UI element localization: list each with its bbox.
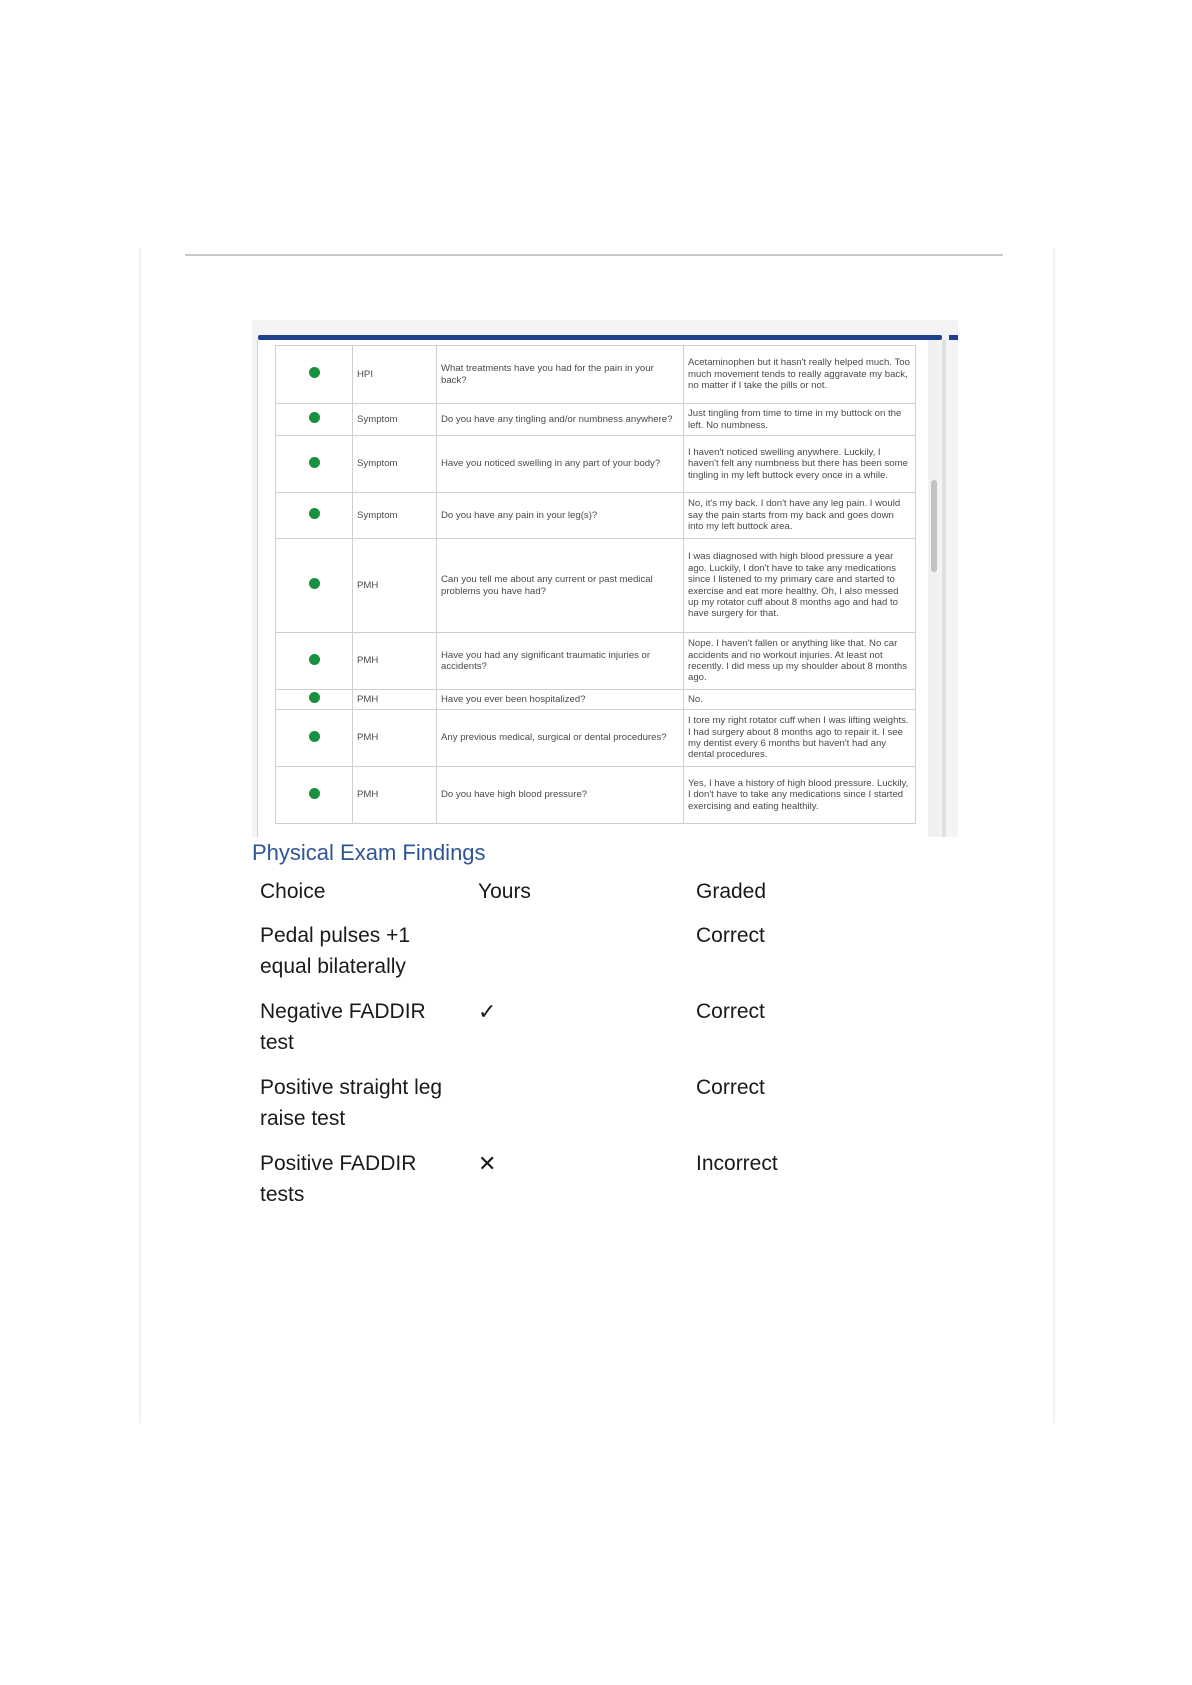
question-cell: Do you have high blood pressure?: [437, 767, 684, 824]
table-row: [276, 710, 916, 767]
table-row: [276, 767, 916, 824]
choice-line: Pedal pulses +1: [260, 924, 411, 947]
question-cell: Any previous medical, surgical or dental procedures?: [437, 710, 684, 767]
answer-cell: I tore my right rotator cuff when I was lifting weights. I had surgery about 8 months ago to repair it. I see my dentist every 6 months but haven't had any dental procedures.: [684, 710, 916, 767]
status-dot-icon: [309, 508, 320, 519]
table-row: [276, 346, 916, 404]
category-cell: PMH: [353, 633, 437, 690]
findings-table: [260, 876, 996, 1224]
question-cell: Do you have any tingling and/or numbness anywhere?: [437, 404, 684, 436]
choice-line: tests: [260, 1183, 305, 1206]
question-cell: Have you had any significant traumatic injuries or accidents?: [437, 633, 684, 690]
choice-line: Negative FADDIR: [260, 1000, 426, 1023]
graded-cell: Correct: [696, 1000, 765, 1023]
status-dot-icon: [309, 654, 320, 665]
choice-cell: [260, 1148, 478, 1224]
qa-table: [275, 345, 916, 824]
section-title: Physical Exam Findings: [252, 840, 486, 865]
header-graded: Graded: [696, 880, 767, 903]
finding-row: [260, 1072, 996, 1148]
choice-line: Positive straight leg: [260, 1076, 443, 1099]
status-dot-icon: [309, 692, 320, 703]
finding-row: [260, 1148, 996, 1224]
header-choice: Choice: [260, 880, 326, 903]
embedded-screenshot: [252, 320, 958, 837]
answer-cell: Just tingling from time to time in my buttock on the left. No numbness.: [684, 404, 916, 436]
answer-cell: Nope. I haven't fallen or anything like that. No car accidents and no workout injuries. At least not recently. I did mess up my shoulder about 8 months ago.: [684, 633, 916, 690]
checkmark-icon: ✓: [478, 999, 497, 1024]
question-cell: Have you ever been hospitalized?: [437, 690, 684, 710]
status-dot-icon: [309, 367, 320, 378]
yours-cell: [478, 1072, 696, 1148]
graded-cell: Incorrect: [696, 1152, 778, 1175]
scrollbar-thumb[interactable]: [931, 480, 937, 572]
graded-cell: Correct: [696, 1076, 765, 1099]
choice-line: raise test: [260, 1107, 346, 1130]
status-dot-icon: [309, 788, 320, 799]
table-row: [276, 633, 916, 690]
choice-line: Positive FADDIR: [260, 1152, 417, 1175]
category-cell: Symptom: [353, 493, 437, 539]
status-dot-icon: [309, 457, 320, 468]
answer-cell: Yes, I have a history of high blood pressure. Luckily, I don't have to take any medications since I started exercising and eating healthily.: [684, 767, 916, 824]
category-cell: PMH: [353, 767, 437, 824]
status-dot-icon: [309, 578, 320, 589]
choice-cell: [260, 1072, 478, 1148]
table-row: [276, 539, 916, 633]
table-row: [276, 436, 916, 493]
answer-cell: No, it's my back. I don't have any leg pain. I would say the pain starts from my back and goes down into my left buttock area.: [684, 493, 916, 539]
scrollbar-track[interactable]: [928, 340, 938, 837]
findings-header-row: [260, 876, 996, 920]
cross-icon: ✕: [478, 1151, 497, 1176]
choice-line: equal bilaterally: [260, 955, 406, 978]
table-row: [276, 404, 916, 436]
question-cell: Have you noticed swelling in any part of your body?: [437, 436, 684, 493]
answer-cell: Acetaminophen but it hasn't really helped much. Too much movement tends to really aggravate my back, no matter if I take the pills or not.: [684, 346, 916, 404]
question-cell: What treatments have you had for the pain in your back?: [437, 346, 684, 404]
status-dot-icon: [309, 731, 320, 742]
category-cell: PMH: [353, 539, 437, 633]
answer-cell: No.: [684, 690, 916, 710]
graded-cell: Correct: [696, 924, 765, 947]
choice-line: test: [260, 1031, 294, 1054]
qa-table-container: [257, 340, 928, 837]
status-dot-icon: [309, 412, 320, 423]
table-row: [276, 690, 916, 710]
answer-cell: I was diagnosed with high blood pressure a year ago. Luckily, I don't have to take any medications since I listened to my primary care and started to exercise and eat more healthy. Oh, I also messed up my rotator cuff about 8 months ago and had to have surgery for that.: [684, 539, 916, 633]
screenshot-header-bar-right: [949, 335, 958, 340]
finding-row: [260, 920, 996, 996]
category-cell: PMH: [353, 710, 437, 767]
horizontal-rule: [185, 254, 1003, 256]
choice-cell: [260, 920, 478, 996]
category-cell: Symptom: [353, 436, 437, 493]
choice-cell: [260, 996, 478, 1072]
table-row: [276, 493, 916, 539]
finding-row: [260, 996, 996, 1072]
category-cell: PMH: [353, 690, 437, 710]
header-yours: Yours: [478, 880, 531, 903]
category-cell: Symptom: [353, 404, 437, 436]
category-cell: HPI: [353, 346, 437, 404]
answer-cell: I haven't noticed swelling anywhere. Luckily, I haven't felt any numbness but there has been some tingling in my left buttock every once in a while.: [684, 436, 916, 493]
yours-cell: [478, 920, 696, 996]
question-cell: Can you tell me about any current or past medical problems you have had?: [437, 539, 684, 633]
screenshot-side-panel: [942, 340, 946, 837]
question-cell: Do you have any pain in your leg(s)?: [437, 493, 684, 539]
